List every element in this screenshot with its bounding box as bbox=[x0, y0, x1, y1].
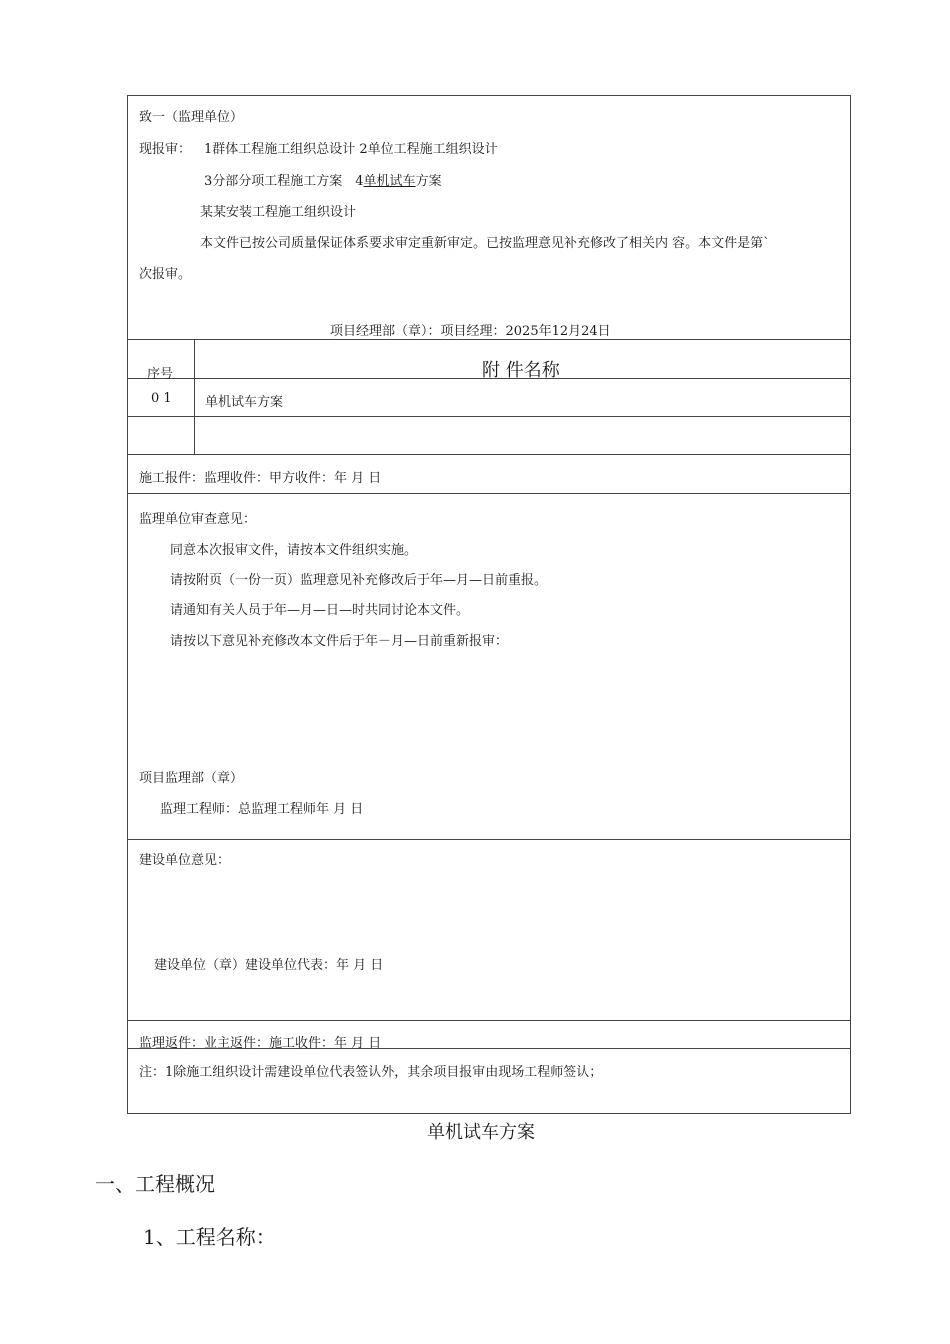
table-cell-no: 0 1 bbox=[151, 391, 172, 406]
statement-line1: 本文件已按公司质量保证体系要求审定重新审定。已按监理意见补充修改了相关内 容。本文件是第` bbox=[200, 236, 770, 251]
table-cell-name: 单机试车方案 bbox=[205, 395, 284, 410]
form-divider bbox=[127, 839, 851, 840]
project-title: 某某安装工程施工组织设计 bbox=[200, 205, 357, 220]
owner-rep-line: 建设单位（章）建设单位代表：年 月 日 bbox=[154, 958, 384, 973]
form-divider bbox=[127, 1020, 851, 1021]
form-divider bbox=[127, 454, 851, 455]
selected-option: 单机试车 bbox=[363, 174, 416, 189]
submit-label: 现报审： bbox=[139, 142, 192, 157]
form-divider bbox=[127, 493, 851, 494]
receipt-line: 施工报件：监理收件：甲方收件：年 月 日 bbox=[139, 471, 382, 486]
supervision-engineer-line: 监理工程师：总监理工程师年 月 日 bbox=[160, 802, 364, 817]
table-header-no: 序号 bbox=[147, 367, 174, 382]
owner-title: 建设单位意见： bbox=[139, 853, 231, 868]
submit-options-line2: 3分部分项工程施工方案 4单机试车方案 bbox=[204, 174, 442, 189]
table-header-name: 附 件名称 bbox=[482, 360, 560, 381]
supervision-option: 同意本次报审文件，请按本文件组织实施。 bbox=[170, 543, 418, 558]
subsection-heading: 1、工程名称： bbox=[143, 1225, 276, 1249]
supervision-option: 请按以下意见补充修改本文件后于年－月—日前重新报审： bbox=[170, 634, 509, 649]
return-line: 监理返件：业主返件：施工收件：年 月 日 bbox=[139, 1036, 382, 1051]
section-heading: 一、工程概况 bbox=[95, 1172, 215, 1196]
supervision-option: 请通知有关人员于年—月—日—时共同讨论本文件。 bbox=[170, 603, 470, 618]
to-line: 致一（监理单位） bbox=[139, 110, 244, 125]
form-divider bbox=[127, 416, 851, 417]
form-divider bbox=[127, 339, 851, 340]
form-note: 注：1除施工组织设计需建设单位代表签认外，其余项目报审由现场工程师签认； bbox=[139, 1065, 603, 1080]
document-title: 单机试车方案 bbox=[427, 1122, 535, 1143]
supervision-dept: 项目监理部（章） bbox=[139, 771, 244, 786]
submit-options-line1: 1群体工程施工组织总设计 2单位工程施工组织设计 bbox=[204, 142, 498, 157]
supervision-title: 监理单位审查意见： bbox=[139, 512, 257, 527]
statement-line2: 次报审。 bbox=[139, 267, 192, 282]
manager-signature-line: 项目经理部（章）：项目经理：2025年12月24日 bbox=[330, 324, 611, 339]
supervision-option: 请按附页（一份一页）监理意见补充修改后于年—月—日前重报。 bbox=[170, 573, 548, 588]
table-column-divider bbox=[194, 339, 195, 454]
